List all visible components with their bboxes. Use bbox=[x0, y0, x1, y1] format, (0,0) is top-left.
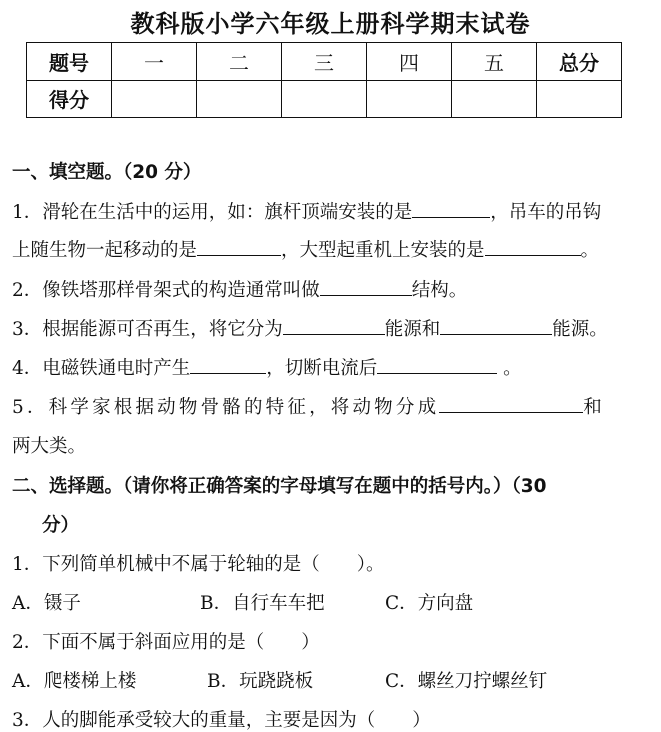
section2-heading: 二、选择题。（请你将正确答案的字母填写在题中的括号内。）（30 bbox=[12, 476, 547, 497]
answer-blank[interactable] bbox=[197, 237, 281, 256]
score-table-score-row bbox=[27, 80, 622, 118]
score-cell-section-2: 二 bbox=[197, 43, 282, 81]
score-cell-section-5: 五 bbox=[452, 43, 537, 81]
answer-blank[interactable] bbox=[412, 199, 490, 218]
answer-blank[interactable] bbox=[377, 355, 497, 374]
score-table bbox=[26, 42, 622, 118]
question-5-line-1: 5．科学家根据动物骨骼的特征，将动物分成 和 bbox=[12, 393, 605, 419]
choice-2-option-b[interactable]: B．玩跷跷板 bbox=[207, 671, 314, 692]
question-4: 4．电磁铁通电时产生 ，切断电流后 。 bbox=[12, 354, 522, 380]
question-2: 2．像铁塔那样骨架式的构造通常叫做 结构。 bbox=[12, 276, 467, 302]
section1-heading: 一、填空题。（20 分） bbox=[12, 162, 202, 183]
choice-2-option-c[interactable]: C．螺丝刀拧螺丝钉 bbox=[385, 671, 548, 692]
answer-blank[interactable] bbox=[440, 316, 552, 335]
choice-1-option-a[interactable]: A．镊子 bbox=[12, 593, 81, 614]
score-input-cell[interactable] bbox=[112, 80, 197, 118]
question-1-line-2: 上随生物一起移动的是 ，大型起重机上安装的是 。 bbox=[12, 236, 599, 262]
score-input-cell[interactable] bbox=[537, 80, 622, 118]
section2-heading-cont: 分） bbox=[42, 515, 80, 536]
score-cell-section-1: 一 bbox=[112, 43, 197, 81]
answer-blank[interactable] bbox=[320, 277, 412, 296]
score-row-label: 得分 bbox=[27, 80, 112, 118]
score-table-header-row bbox=[27, 43, 622, 81]
choice-question-1: 1．下列简单机械中不属于轮轴的是（ ）。 bbox=[12, 554, 385, 575]
score-input-cell[interactable] bbox=[367, 80, 452, 118]
score-input-cell[interactable] bbox=[452, 80, 537, 118]
choice-1-option-c[interactable]: C．方向盘 bbox=[385, 593, 474, 614]
answer-blank[interactable] bbox=[485, 237, 581, 256]
question-5-line-2: 两大类。 bbox=[12, 436, 87, 457]
question-1-line-1: 1．滑轮在生活中的运用，如：旗杆顶端安装的是 ，吊车的吊钩 bbox=[12, 198, 601, 224]
choice-question-2: 2．下面不属于斜面应用的是（ ） bbox=[12, 632, 320, 653]
score-cell-total: 总分 bbox=[537, 43, 622, 81]
choice-1-option-b[interactable]: B．自行车车把 bbox=[200, 593, 325, 614]
answer-blank[interactable] bbox=[439, 394, 583, 413]
score-cell-section-3: 三 bbox=[282, 43, 367, 81]
score-input-cell[interactable] bbox=[197, 80, 282, 118]
score-input-cell[interactable] bbox=[282, 80, 367, 118]
score-cell-section-4: 四 bbox=[367, 43, 452, 81]
answer-blank[interactable] bbox=[190, 355, 266, 374]
answer-blank[interactable] bbox=[283, 316, 385, 335]
choice-question-3: 3．人的脚能承受较大的重量，主要是因为（ ） bbox=[12, 710, 431, 731]
score-cell-label: 题号 bbox=[27, 43, 112, 81]
choice-2-option-a[interactable]: A．爬楼梯上楼 bbox=[12, 671, 137, 692]
question-3: 3．根据能源可否再生，将它分为 能源和 能源。 bbox=[12, 315, 608, 341]
exam-title: 教科版小学六年级上册科学期末试卷 bbox=[130, 10, 531, 38]
